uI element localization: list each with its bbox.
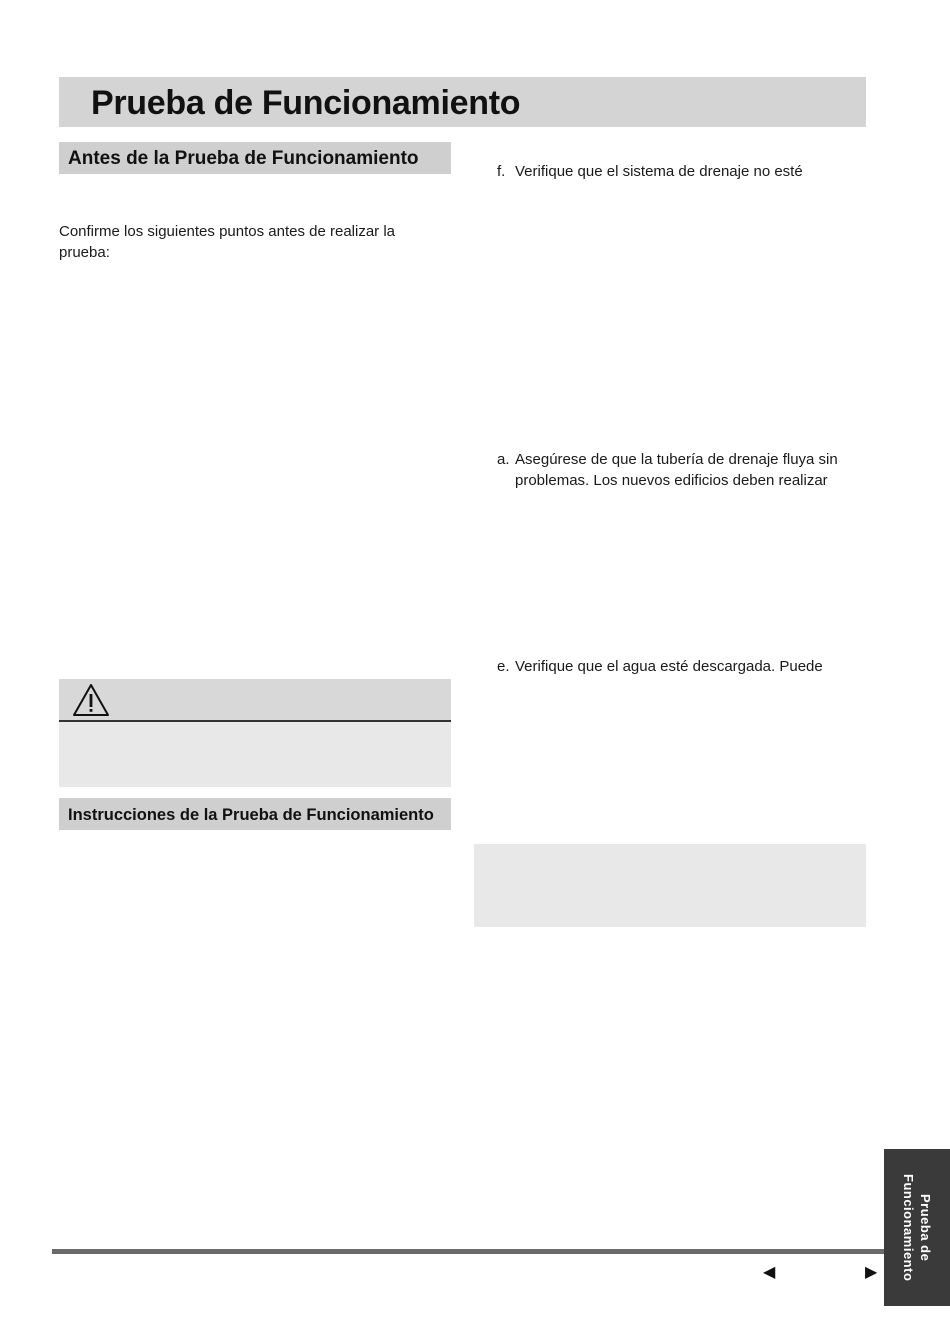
list-item-e <box>497 656 867 678</box>
page-title: Prueba de Funcionamiento <box>91 84 521 122</box>
section-heading-test-instructions: Instrucciones de la Prueba de Funcionamiento <box>59 798 451 830</box>
list-item-label: e. <box>497 658 510 675</box>
intro-text-line-2: prueba: <box>59 244 110 261</box>
list-item-text-line-2: problemas. Los nuevos edificios deben realizar <box>515 472 828 489</box>
list-item-text-line-1: Asegúrese de que la tubería de drenaje fluya sin <box>515 451 838 468</box>
side-tab-label-line-1: Prueba de <box>918 1193 933 1262</box>
caution-box-body <box>59 722 451 787</box>
prev-page-arrow-icon[interactable]: ◀ <box>763 1264 776 1281</box>
list-item-a <box>497 449 867 493</box>
intro-text-line-1: Confirme los siguientes puntos antes de realizar la <box>59 223 396 240</box>
list-item-f <box>497 161 867 183</box>
section-heading-before-test: Antes de la Prueba de Funcionamiento <box>59 142 451 174</box>
list-item-text: Verifique que el sistema de drenaje no esté <box>515 163 803 180</box>
caution-box-header <box>59 679 451 720</box>
side-tab-label <box>884 1149 950 1306</box>
footer-rule <box>52 1249 884 1254</box>
list-item-text: Verifique que el agua esté descargada. Puede <box>515 658 823 675</box>
note-box <box>474 844 866 927</box>
next-page-arrow-icon[interactable]: ▶ <box>865 1264 878 1281</box>
list-item-label: a. <box>497 451 510 468</box>
warning-triangle-icon <box>72 683 110 717</box>
list-item-label: f. <box>497 163 506 180</box>
side-tab-label-line-2: Funcionamiento <box>901 1173 916 1282</box>
